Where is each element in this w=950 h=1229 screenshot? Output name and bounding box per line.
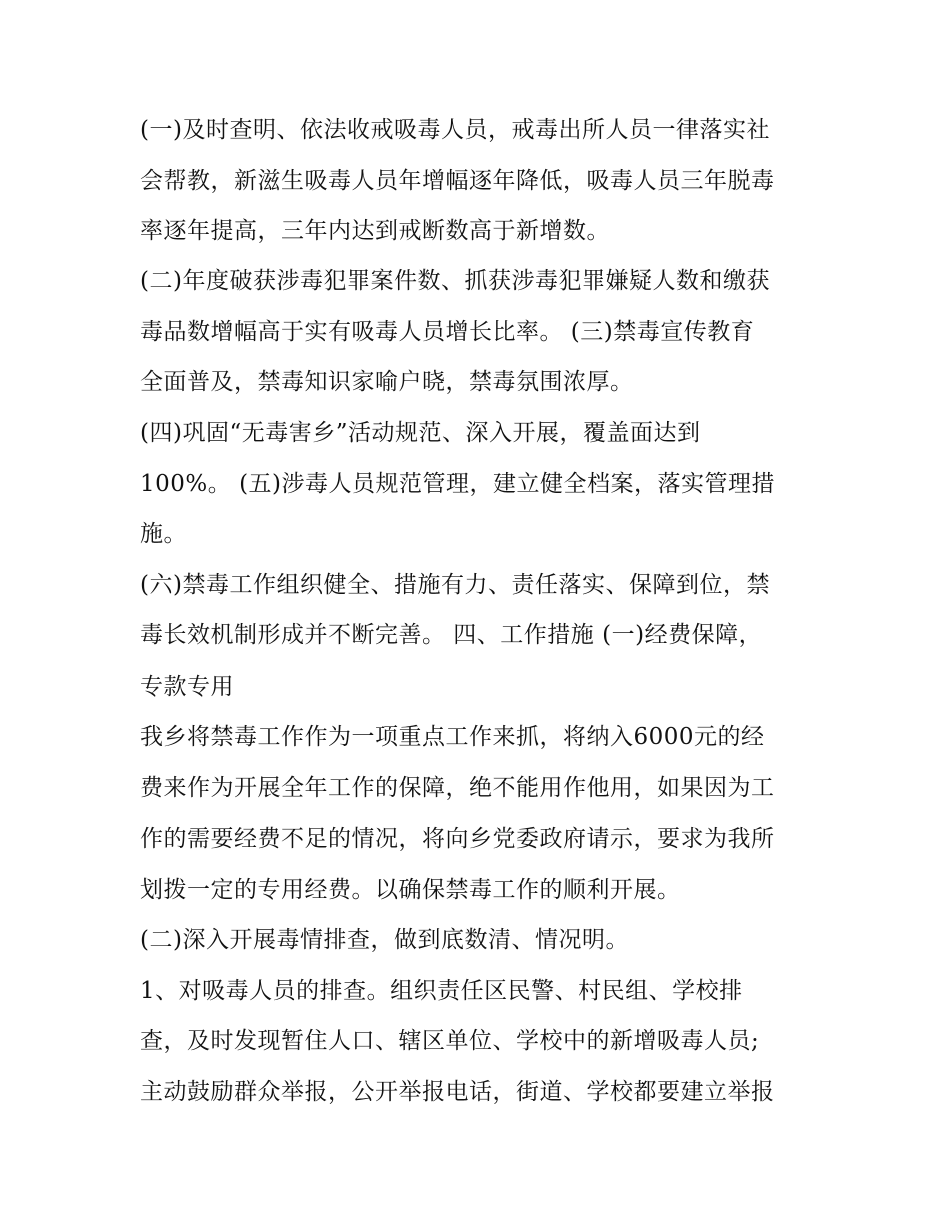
text-line: 主动鼓励群众举报，公开举报电话，街道、学校都要建立举报 [140, 1079, 775, 1105]
text-line: (六)禁毒工作组织健全、措施有力、责任落实、保障到位，禁 [140, 572, 770, 598]
text-line: (二)年度破获涉毒犯罪案件数、抓获涉毒犯罪嫌疑人数和缴获 [140, 268, 770, 294]
text-line: 100%。 (五)涉毒人员规范管理，建立健全档案，落实管理措 [140, 471, 776, 497]
text-line: 查，及时发现暂住人口、辖区单位、学校中的新增吸毒人员; [140, 1028, 760, 1054]
text-line: 我乡将禁毒工作作为一项重点工作来抓，将纳入6000元的经 [140, 724, 765, 750]
text-line: (一)及时查明、依法收戒吸毒人员，戒毒出所人员一律落实社 [140, 117, 770, 143]
text-line: 会帮教，新滋生吸毒人员年增幅逐年降低，吸毒人员三年脱毒 [140, 168, 775, 194]
text-line: (四)巩固“无毒害乡”活动规范、深入开展，覆盖面达到 [140, 420, 701, 446]
text-line: 划拨一定的专用经费。以确保禁毒工作的顺利开展。 [140, 877, 681, 903]
text-line: 毒长效机制形成并不断完善。 四、工作措施 (一)经费保障， [140, 622, 763, 648]
text-line: 率逐年提高，三年内达到戒断数高于新增数。 [140, 218, 610, 244]
text-line: 施。 [140, 521, 187, 547]
text-line: (二)深入开展毒情排查，做到底数清、情况明。 [140, 927, 629, 953]
text-line: 1、对吸毒人员的排查。组织责任区民警、村民组、学校排 [140, 978, 743, 1004]
text-line: 毒品数增幅高于实有吸毒人员增长比率。 (三)禁毒宣传教育 [140, 319, 755, 345]
text-line: 作的需要经费不足的情况，将向乡党委政府请示，要求为我所 [140, 826, 775, 852]
text-line: 费来作为开展全年工作的保障，绝不能用作他用，如果因为工 [140, 775, 775, 801]
text-line: 全面普及，禁毒知识家喻户晓，禁毒氛围浓厚。 [140, 369, 634, 395]
text-line: 专款专用 [140, 674, 234, 700]
